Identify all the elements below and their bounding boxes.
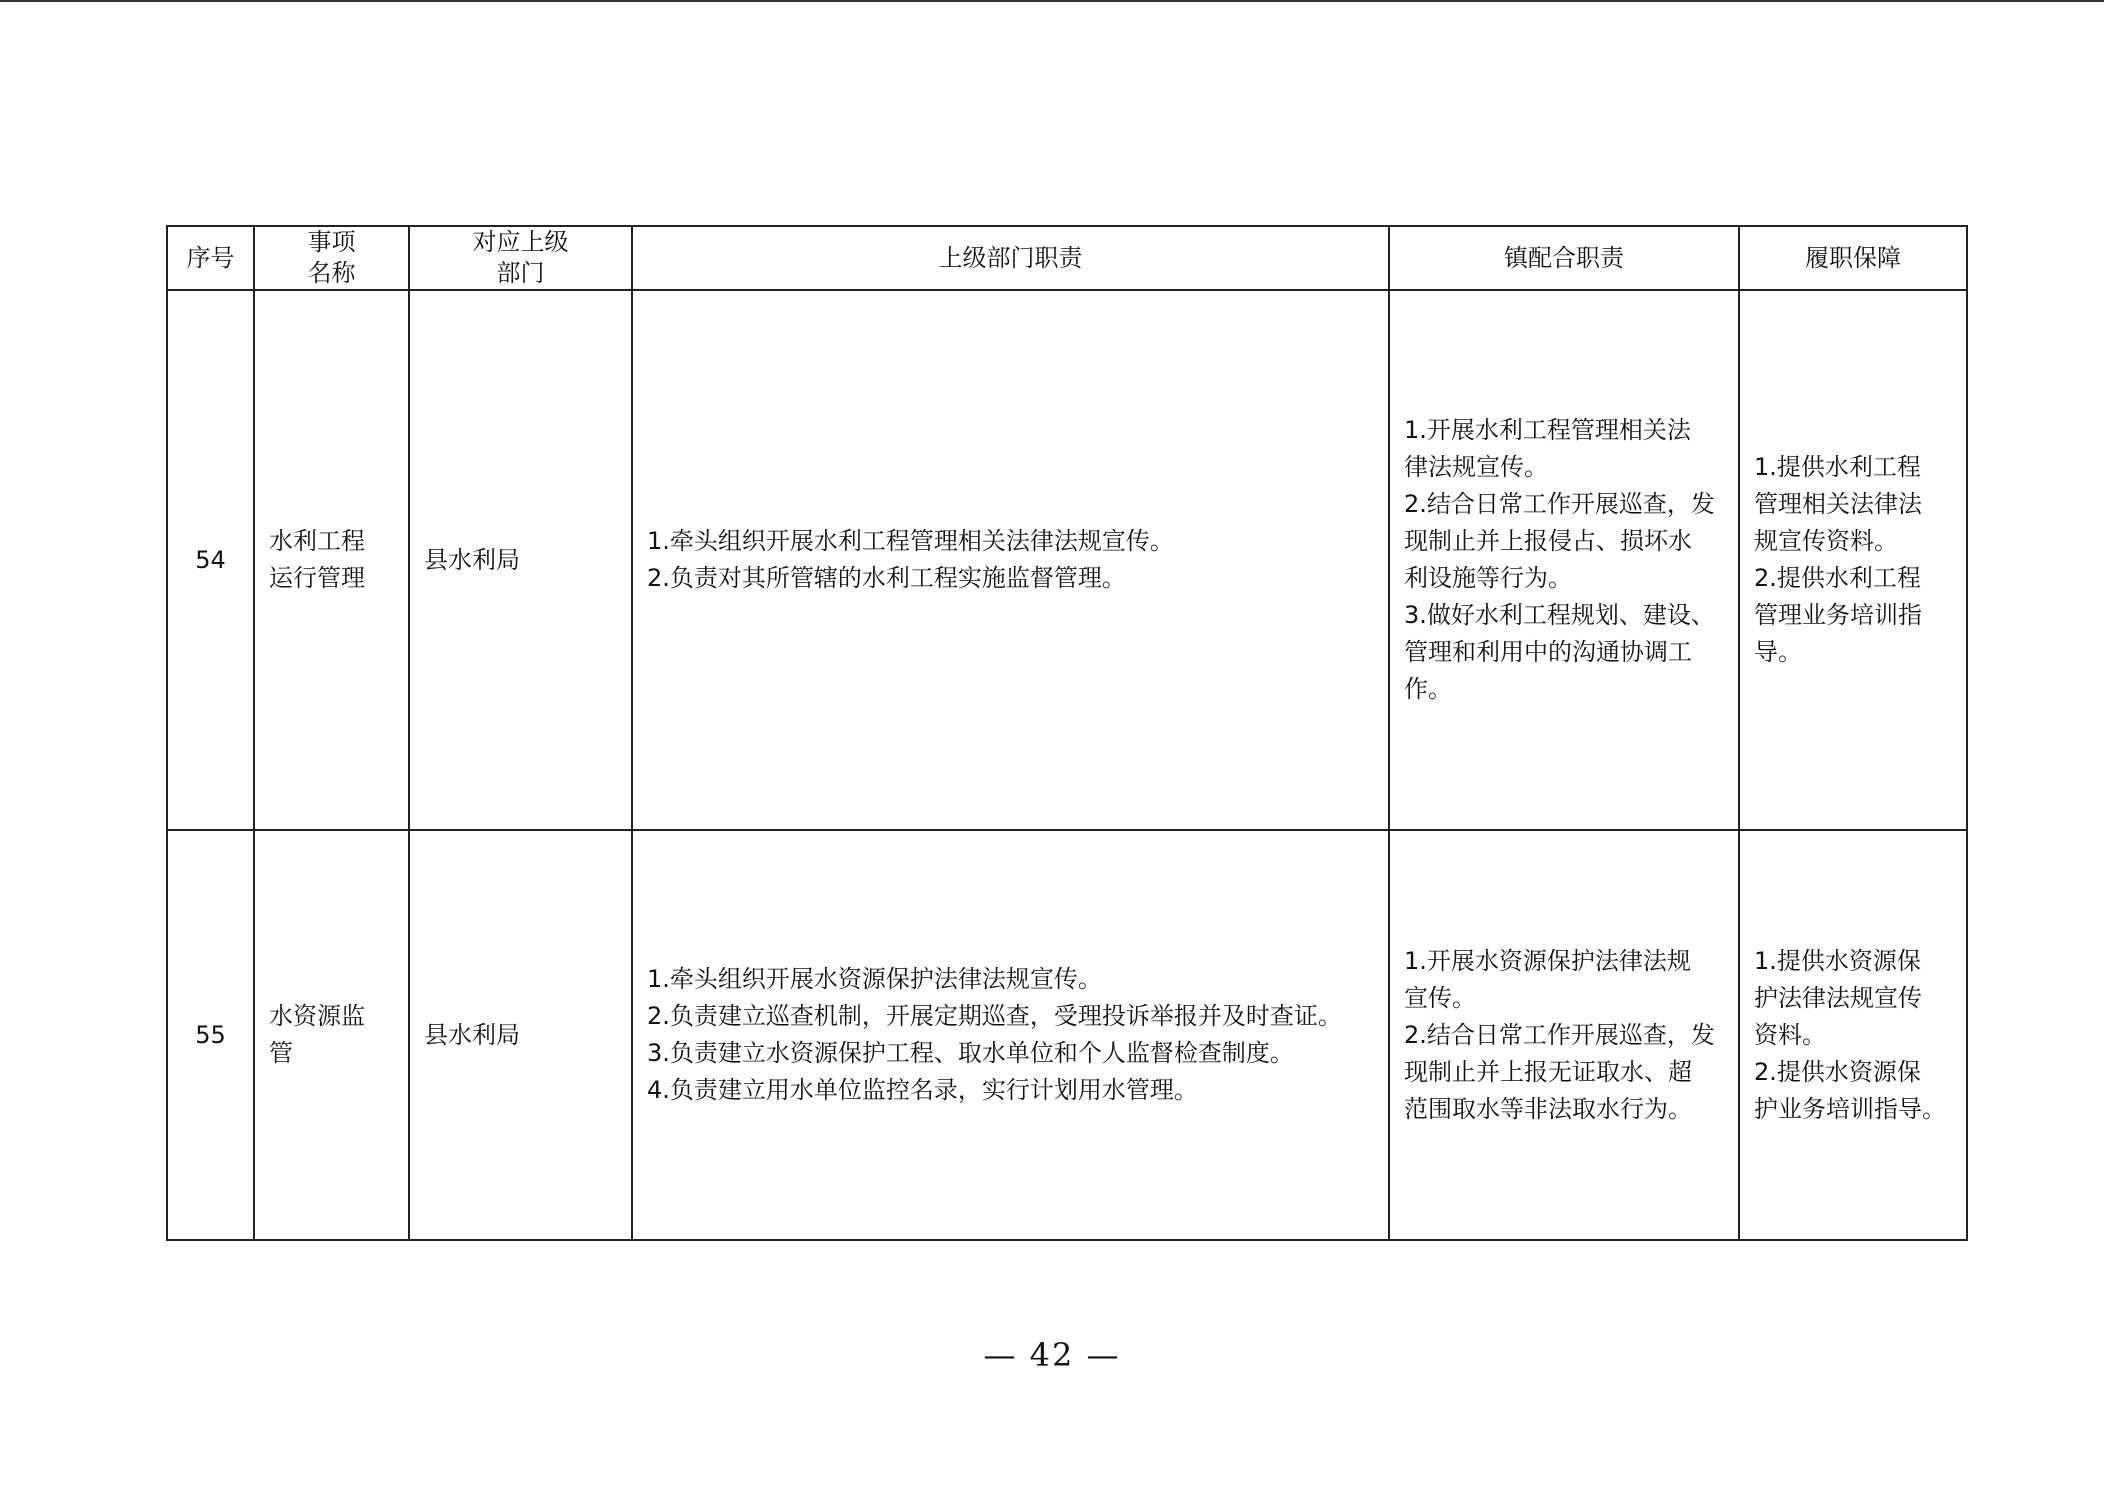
page-number: — 42 — xyxy=(983,1336,1121,1374)
row-index: 55 xyxy=(167,830,254,1240)
duty-item: 1.牵头组织开展水资源保护法律法规宣传。 xyxy=(647,965,1102,993)
row-guarantee xyxy=(1739,830,1967,1240)
town-duty-line: 1.开展水资源保护法律法规 xyxy=(1404,946,1691,975)
guarantee-line: 管理业务培训指 xyxy=(1754,601,1922,629)
town-duty-line: 3.做好水利工程规划、建设、 xyxy=(1404,601,1715,629)
header-superior-duties: 上级部门职责 xyxy=(632,226,1389,290)
item-name-line: 水资源监 xyxy=(269,1002,365,1030)
header-town-duties: 镇配合职责 xyxy=(1389,226,1739,290)
row-town-duties xyxy=(1389,290,1739,830)
duty-item: 3.负责建立水资源保护工程、取水单位和个人监督检查制度。 xyxy=(647,1039,1294,1067)
town-duty-line: 管理和利用中的沟通协调工 xyxy=(1404,638,1692,666)
row-superior-duties xyxy=(632,830,1389,1240)
row-item-name xyxy=(254,830,409,1240)
guarantee-line: 2.提供水利工程 xyxy=(1754,564,1921,592)
town-duty-line: 范围取水等非法取水行为。 xyxy=(1404,1094,1692,1123)
item-name-line: 管 xyxy=(269,1039,293,1067)
header-superior-dept: 对应上级 部门 xyxy=(409,226,632,290)
guarantee-line: 1.提供水资源保 xyxy=(1754,946,1921,975)
table-header-row xyxy=(167,226,1967,290)
row-superior-dept: 县水利局 xyxy=(409,290,632,830)
town-duty-line: 宣传。 xyxy=(1404,983,1476,1012)
town-duty-line: 现制止并上报侵占、损坏水 xyxy=(1404,527,1692,555)
guarantee-line: 护法律法规宣传 xyxy=(1754,983,1922,1012)
row-item-name xyxy=(254,290,409,830)
town-duty-line: 1.开展水利工程管理相关法 xyxy=(1404,416,1691,444)
guarantee-line: 管理相关法律法 xyxy=(1754,490,1922,518)
guarantee-line: 1.提供水利工程 xyxy=(1754,453,1921,481)
town-duty-line: 2.结合日常工作开展巡查，发 xyxy=(1404,490,1715,518)
duty-item: 2.负责建立巡查机制，开展定期巡查，受理投诉举报并及时查证。 xyxy=(647,1002,1342,1030)
town-duty-line: 现制止并上报无证取水、超 xyxy=(1404,1057,1692,1086)
town-duty-line: 作。 xyxy=(1404,675,1452,703)
row-guarantee xyxy=(1739,290,1967,830)
row-superior-dept: 县水利局 xyxy=(409,830,632,1240)
town-duty-line: 律法规宣传。 xyxy=(1404,453,1548,481)
row-superior-duties xyxy=(632,290,1389,830)
duty-table xyxy=(166,225,1968,1241)
guarantee-line: 导。 xyxy=(1754,638,1802,666)
header-index: 序号 xyxy=(167,226,254,290)
table-row xyxy=(167,830,1967,1240)
guarantee-line: 资料。 xyxy=(1754,1020,1826,1049)
town-duty-line: 2.结合日常工作开展巡查，发 xyxy=(1404,1020,1715,1049)
header-item-name: 事项 名称 xyxy=(254,226,409,290)
duty-item: 2.负责对其所管辖的水利工程实施监督管理。 xyxy=(647,564,1126,592)
item-name-line: 运行管理 xyxy=(269,564,365,592)
guarantee-line: 规宣传资料。 xyxy=(1754,527,1898,555)
duty-item: 1.牵头组织开展水利工程管理相关法律法规宣传。 xyxy=(647,527,1174,555)
row-town-duties xyxy=(1389,830,1739,1240)
guarantee-line: 护业务培训指导。 xyxy=(1754,1094,1946,1123)
town-duty-line: 利设施等行为。 xyxy=(1404,564,1572,592)
header-guarantee: 履职保障 xyxy=(1739,226,1967,290)
guarantee-line: 2.提供水资源保 xyxy=(1754,1057,1921,1086)
table-row xyxy=(167,290,1967,830)
row-index: 54 xyxy=(167,290,254,830)
top-border-line xyxy=(0,0,2104,2)
duty-item: 4.负责建立用水单位监控名录，实行计划用水管理。 xyxy=(647,1076,1198,1104)
item-name-line: 水利工程 xyxy=(269,527,365,555)
